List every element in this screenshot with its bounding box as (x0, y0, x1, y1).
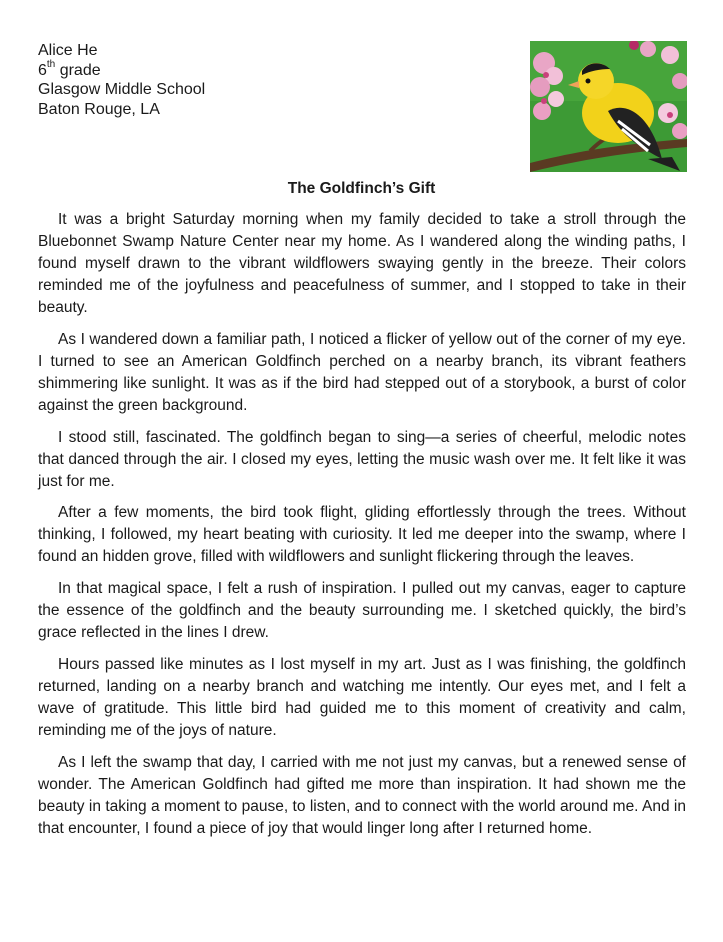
story-title: The Goldfinch’s Gift (287, 180, 436, 197)
author-school: Glasgow Middle School (38, 81, 206, 98)
grade-suffix: th (46, 59, 56, 71)
goldfinch-painting-svg (530, 41, 687, 172)
story-paragraph: It was a bright Saturday morning when my family decided to take a stroll through the Bluebonnet Swamp Nature Center near my home. As I wandered along the winding paths, I found myself drawn to the vibrant wildflowers swaying gently in the breeze. Their colors reminded me of the joyfulness and peacefulness of summer, and I stopped to take in their beauty. (38, 211, 686, 316)
story-paragraph: As I wandered down a familiar path, I noticed a flicker of yellow out of the corner of my eye. I turned to see an American Goldfinch perched on a nearby branch, its vibrant feathers shimmering like sunlight. It was as if the bird had stepped out of a storybook, a burst of color against the green background. (38, 330, 686, 414)
goldfinch-painting (530, 41, 687, 172)
story-body (38, 209, 686, 850)
grade-word: grade (55, 61, 101, 79)
bird-eye (586, 79, 591, 84)
story-paragraph: Hours passed like minutes as I lost myself in my art. Just as I was finishing, the goldfinch returned, landing on a nearby branch and watching me intently. Our eyes met, and I felt a wave of gratitude. This little bird had guided me to this moment of creativity and calm, reminding me of the joys of nature. (38, 655, 686, 739)
grade-number: 6 (38, 61, 47, 79)
author-name: Alice He (38, 42, 98, 59)
author-grade (38, 61, 205, 81)
story-paragraph: In that magical space, I felt a rush of inspiration. I pulled out my canvas, eager to capture the essence of the goldfinch and the beauty surrounding me. I sketched quickly, the bird’s grace reflected in the lines I drew. (38, 580, 686, 642)
story-paragraph: After a few moments, the bird took flight, gliding effortlessly through the trees. Without thinking, I followed, my heart beating with curiosity. It led me deeper into the swamp, where I found an hidden grove, filled with wildflowers and sunlight flickering through the leaves. (38, 504, 686, 566)
story-paragraph: I stood still, fascinated. The goldfinch began to sing—a series of cheerful, melodic notes that danced through the air. I closed my eyes, letting the music wash over me. It felt like it was just for me. (38, 428, 686, 490)
author-location: Baton Rouge, LA (38, 100, 160, 118)
author-header (38, 41, 205, 119)
story-paragraph: As I left the swamp that day, I carried with me not just my canvas, but a renewed sense of wonder. The American Goldfinch had gifted me more than inspiration. It had shown me the beauty in taking a moment to pause, to listen, and to connect with the world around me. And in that encounter, I found a piece of joy that would linger long after I returned home. (38, 753, 686, 837)
